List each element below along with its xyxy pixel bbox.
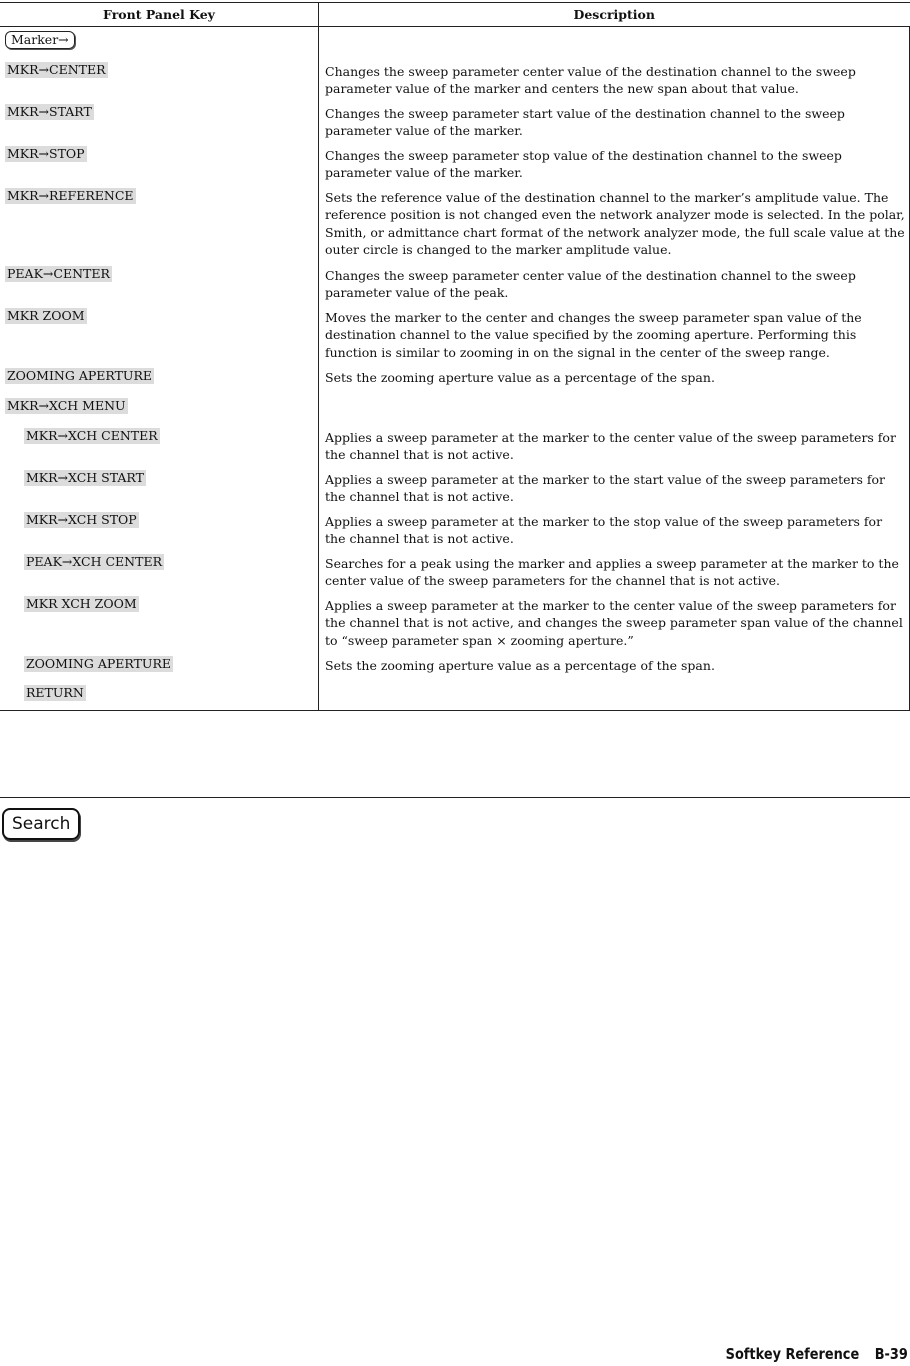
footer-section-title: Softkey Reference (725, 1345, 860, 1363)
search-hardkey[interactable]: Search (2, 808, 80, 840)
table-row (0, 57, 910, 99)
desc-cell: Sets the zooming aperture value as a percentage of the span. (319, 363, 910, 393)
desc-cell: Searches for a peak using the marker and applies a sweep parameter at the marker to the center value of the sweep parameters for the channel that is not active. (319, 549, 910, 591)
softkey-mkr-start[interactable]: MKR→START (7, 103, 92, 119)
softkey-reference-table (0, 2, 910, 711)
softkey-mkr-xch-menu[interactable]: MKR→XCH MENU (7, 397, 126, 413)
key-cell (0, 183, 319, 261)
table-row (0, 680, 910, 711)
table-row (0, 141, 910, 183)
desc-cell: Applies a sweep parameter at the marker to the start value of the sweep parameters for the channel that is not active. (319, 465, 910, 507)
desc-cell: Applies a sweep parameter at the marker to the center value of the sweep parameters for the channel that is not active, and changes the sweep parameter span value of the channel to “sweep parameter span × zooming aperture.” (319, 591, 910, 651)
table-row (0, 393, 910, 423)
table-row (0, 549, 910, 591)
desc-cell: Sets the reference value of the destination channel to the marker’s amplitude value. The reference position is not changed even the network analyzer mode is selected. In the polar, Smith, or admittance chart format of the network analyzer mode, the full scale value at the outer circle is changed to the marker amplitude value. (319, 183, 910, 261)
key-cell (0, 261, 319, 303)
table-row (0, 423, 910, 465)
softkey-peak-xch-center[interactable]: PEAK→XCH CENTER (26, 553, 162, 569)
softkey-mkr-center[interactable]: MKR→CENTER (7, 61, 106, 77)
softkey-peak-center[interactable]: PEAK→CENTER (7, 265, 110, 281)
marker-hardkey[interactable]: Marker→ (5, 31, 75, 49)
key-cell (0, 465, 319, 507)
table-row (0, 27, 910, 57)
softkey-xch-zooming-aperture[interactable]: ZOOMING APERTURE (26, 655, 171, 671)
key-cell (0, 680, 319, 711)
table-row (0, 261, 910, 303)
desc-cell: Changes the sweep parameter start value of the destination channel to the sweep parameter value of the marker. (319, 99, 910, 141)
key-cell (0, 99, 319, 141)
header-description: Description (319, 3, 910, 27)
softkey-mkr-zoom[interactable]: MKR ZOOM (7, 307, 85, 323)
key-cell (0, 549, 319, 591)
table-row (0, 183, 910, 261)
softkey-mkr-stop[interactable]: MKR→STOP (7, 145, 85, 161)
desc-cell: Moves the marker to the center and changes the sweep parameter span value of the destination channel to the value specified by the zooming aperture. Performing this function is similar to zooming in on the signal in the center of the sweep range. (319, 303, 910, 363)
softkey-mkr-xch-center[interactable]: MKR→XCH CENTER (26, 427, 158, 443)
desc-cell (319, 393, 910, 423)
key-cell (0, 507, 319, 549)
desc-cell: Changes the sweep parameter center value of the destination channel to the sweep parameter value of the peak. (319, 261, 910, 303)
section-divider (0, 797, 910, 798)
desc-cell (319, 27, 910, 57)
key-cell (0, 27, 319, 57)
softkey-return[interactable]: RETURN (26, 684, 84, 700)
page-footer (726, 1345, 908, 1363)
desc-cell (319, 680, 910, 711)
table-row (0, 99, 910, 141)
desc-cell: Applies a sweep parameter at the marker to the stop value of the sweep parameters for the channel that is not active. (319, 507, 910, 549)
key-cell (0, 303, 319, 363)
header-front-panel-key: Front Panel Key (0, 3, 319, 27)
footer-page-number: B-39 (874, 1345, 908, 1363)
softkey-mkr-xch-zoom[interactable]: MKR XCH ZOOM (26, 595, 137, 611)
desc-cell: Sets the zooming aperture value as a percentage of the span. (319, 651, 910, 680)
table-row (0, 591, 910, 651)
softkey-mkr-reference[interactable]: MKR→REFERENCE (7, 187, 134, 203)
key-cell (0, 423, 319, 465)
key-cell (0, 591, 319, 651)
desc-cell: Changes the sweep parameter stop value of the destination channel to the sweep parameter value of the marker. (319, 141, 910, 183)
table-row (0, 303, 910, 363)
key-cell (0, 651, 319, 680)
key-cell (0, 393, 319, 423)
table-row (0, 363, 910, 393)
table-row (0, 465, 910, 507)
table-row (0, 507, 910, 549)
key-cell (0, 363, 319, 393)
desc-cell: Applies a sweep parameter at the marker to the center value of the sweep parameters for the channel that is not active. (319, 423, 910, 465)
key-cell (0, 141, 319, 183)
softkey-zooming-aperture[interactable]: ZOOMING APERTURE (7, 367, 152, 383)
table-row (0, 651, 910, 680)
softkey-mkr-xch-stop[interactable]: MKR→XCH STOP (26, 511, 137, 527)
table-header-row (0, 3, 910, 27)
key-cell (0, 57, 319, 99)
softkey-mkr-xch-start[interactable]: MKR→XCH START (26, 469, 144, 485)
desc-cell: Changes the sweep parameter center value of the destination channel to the sweep parameter value of the marker and centers the new span about that value. (319, 57, 910, 99)
